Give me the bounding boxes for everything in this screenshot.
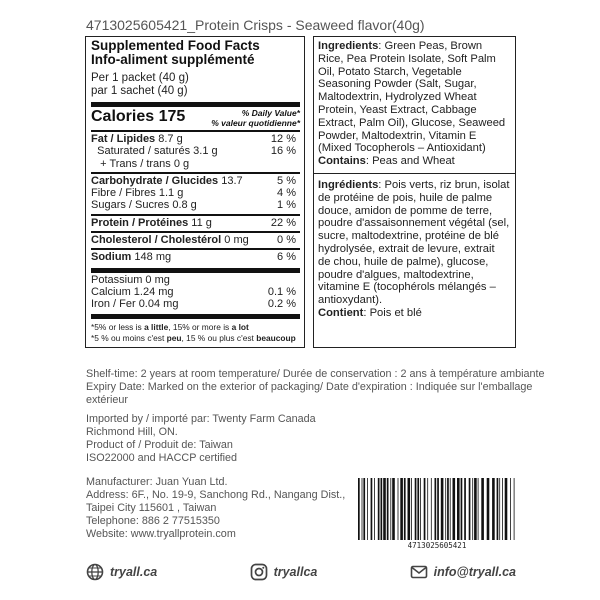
- barcode-bar: [469, 478, 471, 540]
- barcode-bar: [478, 478, 479, 540]
- contains-fr: Contient: Pois et blé: [318, 306, 422, 319]
- page-title: 4713025605421_Protein Crisps - Seaweed flavor(40g): [86, 17, 425, 33]
- barcode-bar: [420, 478, 421, 540]
- barcode-bar: [408, 478, 411, 540]
- barcode-bar: [437, 478, 439, 540]
- serving-size-fr: par 1 sachet (40 g): [91, 85, 188, 97]
- barcode-number: 4713025605421: [407, 541, 467, 550]
- barcode-bar: [358, 478, 360, 540]
- barcode-bar: [417, 478, 419, 540]
- calories: [91, 108, 185, 125]
- barcode-bar: [374, 478, 375, 540]
- barcode-bar: [381, 478, 383, 540]
- product-of: Product of / Produit de: Taiwan: [86, 439, 233, 451]
- ingredients-fr: Ingrédients: Pois verts, riz brun, isolat de protéine de pois, huile de palme douce, amidon de pomme de terre, poudre d'assaisonnement végétal (sel, sucre, maltodextrine, protéine de blé hydrolysée, extrait de levure, extrait de chou, huile de palme), glucose, poudre d'algues, maltodextrine, vitamine E (tocophérols mélangés – antioxydant).: [318, 178, 510, 307]
- footer-web-link[interactable]: tryall.ca: [86, 563, 157, 581]
- barcode-bar: [400, 478, 403, 540]
- barcode-bar: [371, 478, 373, 540]
- manufacturer-address-1: Address: 6F., No. 19-9, Sanchong Rd., Nangang Dist.,: [86, 489, 346, 501]
- barcode-bar: [502, 478, 503, 540]
- nutrient-row-protein: Protein / Protéines 11 g 22 %: [91, 216, 296, 229]
- barcode-bar: [461, 478, 463, 540]
- footer-email-link[interactable]: info@tryall.ca: [410, 563, 516, 581]
- instagram-icon: [250, 563, 268, 581]
- nutrient-row-cholesterol: Cholesterol / Cholestérol 0 mg 0 %: [91, 234, 296, 247]
- barcode-bar: [472, 478, 473, 540]
- nutrient-row-carbohydrate: Carbohydrate / Glucides 13.7 5 %: [91, 174, 296, 187]
- nutrition-facts-panel: [85, 36, 305, 348]
- barcode-bar: [474, 478, 477, 540]
- barcode-bar: [441, 478, 444, 540]
- importer-city: Richmond Hill, ON.: [86, 426, 178, 438]
- ingredients-en: Ingredients: Green Peas, Brown Rice, Pea Protein Isolate, Soft Palm Oil, Potato Starch, Vegetable Seasoning Powder (Salt, Sugar, Maltodextrin, Hydrolyzed Wheat Protein, Yeast Extract, Cabbage Extract, Palm Oil), Glucose, Seaweed Powder, Maltodextrin, Vitamin E (Mixed Tocopherols – Antioxidant): [318, 40, 506, 155]
- barcode-bar: [497, 478, 499, 540]
- daily-value-header-fr: % valeur quotidienne*: [211, 118, 300, 128]
- barcode-bar: [390, 478, 391, 540]
- barcode-bar: [435, 478, 437, 540]
- barcode-bar: [514, 478, 515, 540]
- barcode-bar: [505, 478, 508, 540]
- manufacturer-telephone: Telephone: 886 2 77515350: [86, 515, 220, 527]
- nutrition-heading-en: Supplemented Food Facts: [91, 38, 260, 53]
- barcode-bar: [387, 478, 389, 540]
- barcode-bar: [450, 478, 451, 540]
- calories-value: 175: [158, 108, 186, 125]
- nutrient-row-saturated: Saturated / saturés 3.1 g 16 %: [97, 145, 296, 158]
- barcode-bar: [453, 478, 456, 540]
- nutrient-row-sodium: Sodium 148 mg 6 %: [91, 251, 296, 264]
- contains-en: Contains: Peas and Wheat: [318, 155, 455, 168]
- certification: ISO22000 and HACCP certified: [86, 452, 238, 464]
- barcode-bar: [424, 478, 426, 540]
- barcode-bar: [411, 478, 412, 540]
- barcode: [356, 478, 518, 540]
- footer-instagram-link[interactable]: tryallca: [250, 563, 318, 581]
- barcode-bar: [383, 478, 386, 540]
- serving-size-en: Per 1 packet (40 g): [91, 72, 189, 84]
- manufacturer-name: Manufacturer: Juan Yuan Ltd.: [86, 476, 228, 488]
- nutrient-row-trans: + Trans / trans 0 g: [100, 157, 190, 170]
- manufacturer-address-2: Taipei City 115601 , Taiwan: [86, 502, 217, 514]
- expiry-date: Expiry Date: Marked on the exterior of packaging/ Date d'expiration : Indiquée sur l'emballage: [86, 381, 533, 393]
- barcode-bar: [481, 478, 484, 540]
- barcode-bar: [404, 478, 406, 540]
- imported-by: Imported by / importé par: Twenty Farm Canada: [86, 413, 316, 425]
- daily-value-footnote: *5% or less is a little, 15% or more is a lot *5 % ou moins c'est peu, 15 % ou plus c'est beaucoup: [91, 321, 296, 343]
- barcode-bar: [367, 478, 368, 540]
- product-info: [86, 368, 545, 465]
- barcode-bar: [398, 478, 399, 540]
- barcode-bar: [378, 478, 380, 540]
- daily-value-header-en: % Daily Value*: [241, 108, 300, 118]
- manufacturer-info: [86, 476, 345, 541]
- email-icon: [410, 563, 428, 581]
- barcode-bar: [415, 478, 417, 540]
- barcode-bar: [510, 478, 511, 540]
- expiry-date-cont: extérieur: [86, 394, 129, 406]
- ingredients-panel: [313, 36, 516, 348]
- barcode-bar: [487, 478, 490, 540]
- barcode-bar: [457, 478, 460, 540]
- calories-label: Calories: [91, 108, 155, 125]
- nutrient-row-fat: Fat / Lipides 8.7 g 12 %: [91, 133, 296, 145]
- barcode-bar: [427, 478, 428, 540]
- nutrient-row-potassium: Potassium 0 mg: [91, 273, 170, 286]
- nutrient-row-sugars: Sugars / Sucres 0.8 g 1 %: [91, 199, 296, 212]
- barcode-bar: [431, 478, 432, 540]
- manufacturer-website[interactable]: Website: www.tryallprotein.com: [86, 528, 236, 540]
- barcode-bar: [392, 478, 395, 540]
- barcode-bar: [499, 478, 500, 540]
- barcode-bar: [492, 478, 495, 540]
- nutrient-row-fibre: Fibre / Fibres 1.1 g 4 %: [91, 187, 296, 200]
- barcode-bar: [363, 478, 365, 540]
- nutrient-row-iron: Iron / Fer 0.04 mg 0.2 %: [91, 298, 296, 311]
- nutrition-heading-fr: Info-aliment supplémenté: [91, 52, 255, 67]
- globe-icon: [86, 563, 104, 581]
- barcode-bar: [464, 478, 466, 540]
- nutrient-row-calcium: Calcium 1.24 mg 0.1 %: [91, 285, 296, 298]
- footer: [86, 563, 516, 581]
- barcode-bar: [447, 478, 449, 540]
- barcode-bar: [445, 478, 446, 540]
- shelf-time: Shelf-time: 2 years at room temperature/ Durée de conservation : 2 ans à température ambiante: [86, 368, 545, 380]
- barcode-bar: [362, 478, 363, 540]
